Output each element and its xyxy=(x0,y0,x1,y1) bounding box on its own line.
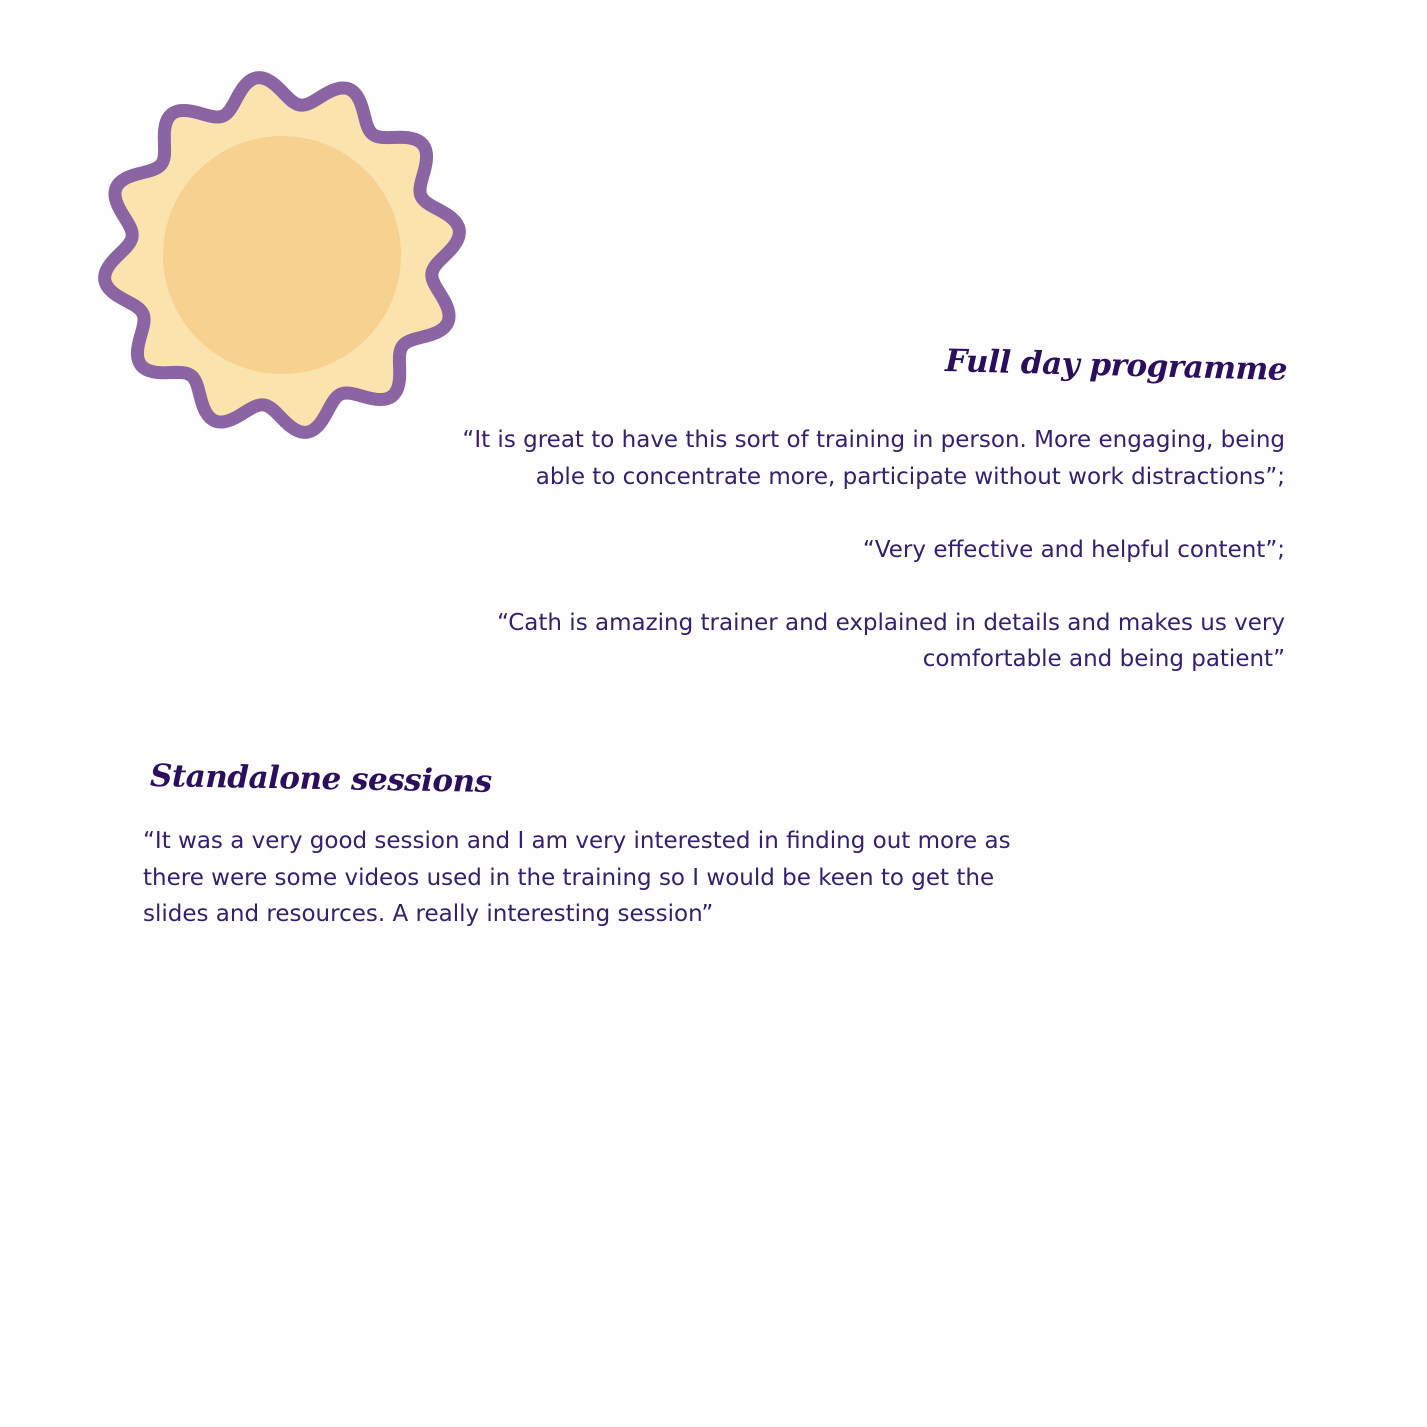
standalone-sessions-heading: Standalone sessions xyxy=(149,758,492,800)
full-day-quotes xyxy=(425,422,1285,678)
standalone-testimonial-quote: “It was a very good session and I am very interested in finding out more as there were some videos used in the training so I would be keen to get the slides and resources. A really interesting session” xyxy=(143,828,1011,927)
testimonial-quote: “It is great to have this sort of training in person. More engaging, being able to concentrate more, participate without work distractions”; xyxy=(462,427,1285,490)
full-day-programme-heading: Full day programme xyxy=(944,343,1288,388)
testimonial-quote: “Very effective and helpful content”; xyxy=(862,536,1285,563)
sun-badge-icon xyxy=(90,60,475,450)
testimonial-quote: “Cath is amazing trainer and explained in details and makes us very comfortable and being patient” xyxy=(497,609,1285,672)
